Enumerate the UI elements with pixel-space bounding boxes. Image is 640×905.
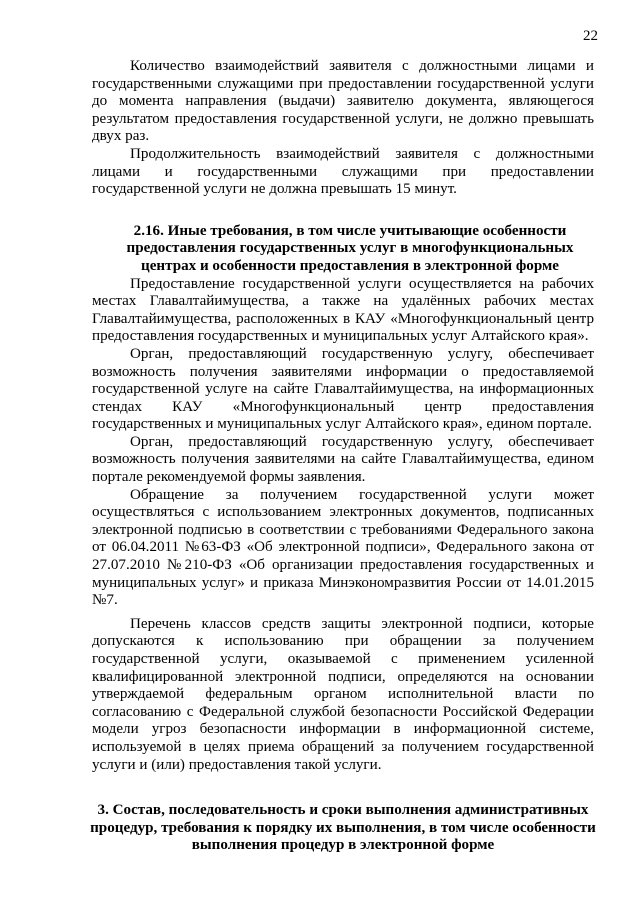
paragraph-workplaces: Предоставление государственной услуги осуществляется на рабочих местах Главалтайимущества, а также на удалённых рабочих местах Главалтайимущества, расположенных в КАУ «Многофункциональный центр предоставления государственных и муниципальных услуг Алтайского края». [92,275,594,345]
section-heading-2-16: 2.16. Иные требования, в том числе учитывающие особенности предоставления государственных услуг в многофункциональных центрах и особенности предоставления в электронной форме [126,222,574,274]
paragraph-electronic-documents: Обращение за получением государственной услуги может осуществляться с использованием электронных документов, подписанных электронной подписью в соответствии с требованиями Федерального закона от 06.04.2011 №63-ФЗ «Об электронной подписи», Федерального закона от 27.07.2010 №210-ФЗ «Об организации предоставления государственных и муниципальных услуг» и приказа Минэкономразвития России от 14.01.2015 №7. [92,486,594,609]
paragraph-interactions-count: Количество взаимодействий заявителя с должностными лицами и государственными служащими при предоставлении государственной услуги до момента направления (выдачи) заявителю документа, являющегося результатом предоставления государственной услуги, не должно превышать двух раз. [92,58,594,145]
paragraph-interactions-duration: Продолжительность взаимодействий заявителя с должностными лицами и государственными служащими при предоставлении государственной услуги не должна превышать 15 минут. [92,145,594,198]
paragraph-application-form: Орган, предоставляющий государственную услугу, обеспечивает возможность получения заявителями на сайте Главалтайимущества, едином портале рекомендуемой формы заявления. [92,433,594,486]
section-heading-3: 3. Состав, последовательность и сроки выполнения административных процедур, требования к порядку их выполнения, в том числе особенности выполнения процедур в электронной форме [90,802,596,854]
page-number: 22 [583,28,598,44]
page-content [92,58,594,855]
paragraph-information-access: Орган, предоставляющий государственную услугу, обеспечивает возможность получения заявителями информации о предоставляемой государственной услуге на сайте Главалтайимущества, на информационных стендах КАУ «Многофункциональный центр предоставления государственных и муниципальных услуг Алтайского края», едином портале. [92,345,594,433]
paragraph-signature-protection: Перечень классов средств защиты электронной подписи, которые допускаются к использованию при обращении за получением государственной услуги, оказываемой с применением усиленной квалифицированной электронной подписи, определяются на основании утверждаемой федеральным органом исполнительной власти по согласованию с Федеральной службой безопасности Российской Федерации модели угроз безопасности информации в информационной системе, используемой в целях приема обращений за получением государственной услуги и (или) предоставления такой услуги. [92,615,594,773]
